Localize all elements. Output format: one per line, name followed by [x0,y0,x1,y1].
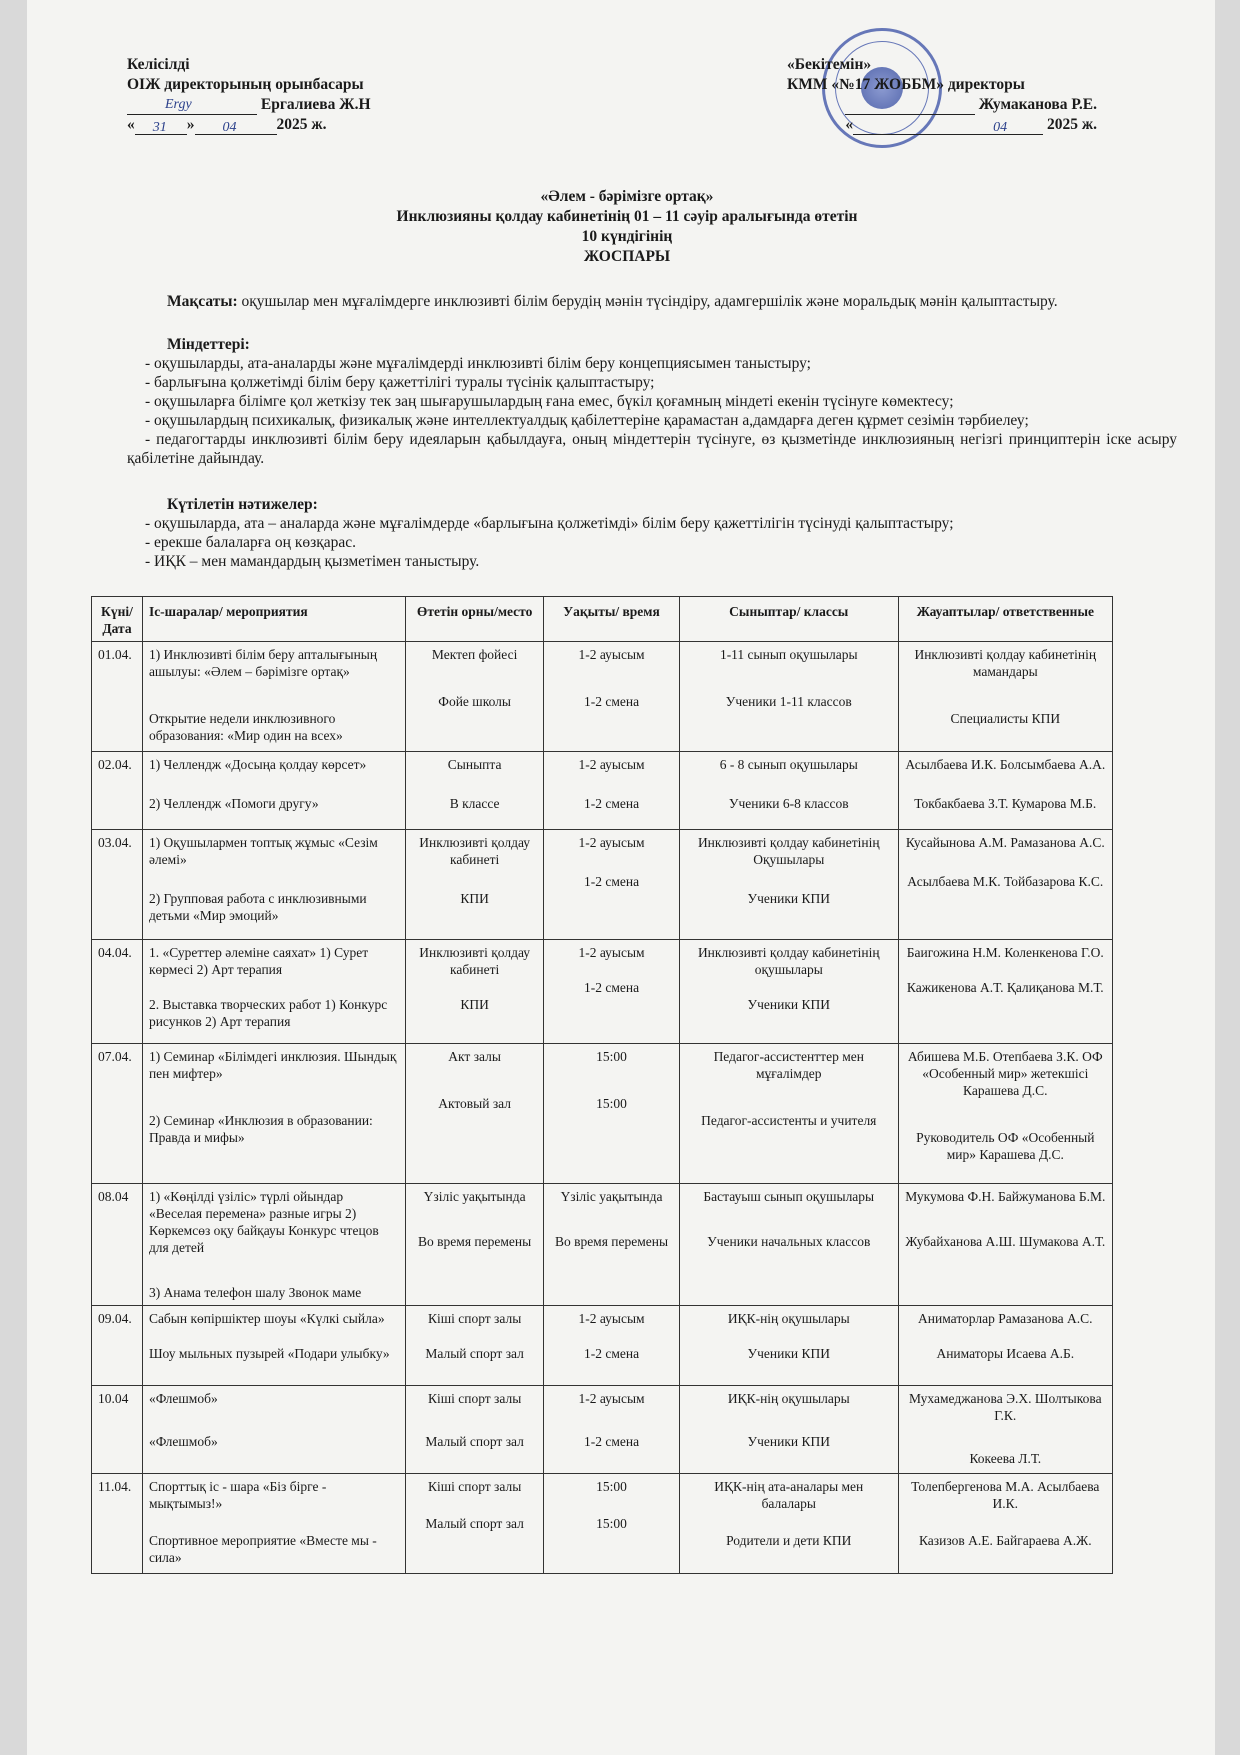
place-cell-text: Кіші спорт залы [427,1391,522,1406]
header-date: Күні/ Дата [92,597,143,642]
task-item: - педагогтарды инклюзивті білім беру идеяларын қабылдауға, оның міндеттерін түсінуге, өз қызметінде инклюзияның негізгі принциптерін іске асыру қабілетіне дайындау. [127,431,1177,467]
responsible-cell [898,1306,1112,1386]
place-cell-text: Сыныпта [447,757,502,772]
class-cell [679,752,898,830]
title-line-1: «Әлем - бәрімізге ортақ» [540,188,714,205]
task-item: - оқушыларға білімге қол жеткізу тек заң шығарушылардың ғана емес, бүкіл қоғамның міндеті екенін түсінуге көмектесу; [145,393,954,410]
place-cell-text: КПИ [460,997,489,1012]
class-cell-text: ИҚК-нің ата-аналары мен балалары [714,1479,864,1511]
date-cell-text: 03.04. [98,835,132,850]
event-cell-text: 1. «Суреттер әлеміне саяхат» 1) Сурет көрмесі 2) Арт терапия [148,945,369,977]
responsible-cell-text: Мукумова Ф.Н. Байжуманова Б.М. [905,1189,1106,1204]
director-date: « 04 2025 ж. [787,115,1097,135]
class-cell [679,642,898,752]
director-title: КММ «№17 ЖОББМ» директоры [787,76,1025,93]
responsible-cell-text: Аниматорлар Рамазанова А.С. [918,1311,1093,1326]
event-cell-text: 2) Семинар «Инклюзия в образовании: Правда и мифы» [148,1113,373,1145]
class-cell-text: Педагог-ассистенттер мен мұғалімдер [713,1049,864,1081]
date-cell-text: 04.04. [98,945,132,960]
class-cell-text: Ученики 6-8 классов [728,796,849,811]
class-cell [679,1044,898,1184]
time-cell-text: 1-2 ауысым [578,647,645,662]
table-header-row [92,597,1113,642]
event-cell [142,1306,405,1386]
place-cell-text: Кіші спорт залы [427,1311,522,1326]
header-class: Сыныптар/ классы [679,597,898,642]
time-cell-text: 1-2 смена [583,796,640,811]
responsible-cell-text: Толепбергенова М.А. Асылбаева И.К. [911,1479,1100,1511]
class-cell [679,1386,898,1474]
time-cell [544,1386,680,1474]
class-cell-text: 1-11 сынып оқушылары [719,647,858,662]
place-cell-text: Кіші спорт залы [427,1479,522,1494]
time-cell-text: 15:00 [596,1479,627,1494]
director-date-year: 2025 ж. [1047,116,1097,133]
deputy-name: Ергалиева Ж.Н [260,96,371,113]
date-cell [92,752,143,830]
director-name: Жумаканова Р.Е. [978,96,1097,113]
event-cell-text: Шоу мыльных пузырей «Подари улыбку» [148,1346,390,1361]
date-cell-text: 07.04. [98,1049,132,1064]
place-cell [406,752,544,830]
time-cell-text: Үзіліс уақытында [560,1189,663,1204]
date-cell [92,1474,143,1574]
date-cell [92,1184,143,1306]
date-cell-text: 09.04. [98,1311,132,1326]
time-cell-text: 1-2 ауысым [578,835,645,850]
place-cell-text: Инклюзивті қолдау кабинеті [419,835,531,867]
class-cell [679,1474,898,1574]
responsible-cell-text: Инклюзивті қолдау кабинетінің мамандары [914,647,1097,679]
table-row [92,1306,1113,1386]
event-cell [142,642,405,752]
responsible-cell-text: Абишева М.Б. Отепбаева З.К. ОФ «Особенный мир» жетекшісі Карашева Д.С. [907,1049,1103,1098]
time-cell [544,1184,680,1306]
class-cell-text: Родители и дети КПИ [726,1533,852,1548]
date-cell [92,940,143,1044]
responsible-cell-text: Кокеева Л.Т. [969,1451,1042,1466]
event-cell-text: «Флешмоб» [148,1391,218,1406]
header-time: Уақыты/ время [544,597,680,642]
class-cell-text: Инклюзивті қолдау кабинетінің оқушылары [697,945,880,977]
place-cell-text: Во время перемены [418,1234,532,1249]
plan-table [91,596,1113,1574]
responsible-cell-text: Асылбаева И.К. Болсымбаева А.А. [905,757,1106,772]
title-line-4: ЖОСПАРЫ [583,248,671,265]
responsible-cell [898,830,1112,940]
responsible-cell-text: Руководитель ОФ «Особенный мир» Карашева Д.С. [916,1130,1095,1162]
responsible-cell-text: Жубайханова А.Ш. Шумакова А.Т. [905,1234,1106,1249]
event-cell [142,1474,405,1574]
place-cell [406,940,544,1044]
event-cell-text: Сабын көпіршіктер шоуы «Күлкі сыйла» [148,1311,385,1326]
time-cell-text: 1-2 смена [583,694,640,709]
class-cell-text: Ученики начальных классов [707,1234,871,1249]
goal-paragraph [127,292,1177,311]
class-cell-text: Ученики 1-11 классов [725,694,852,709]
table-row [92,642,1113,752]
tasks-section [127,335,1177,468]
responsible-cell [898,940,1112,1044]
time-cell [544,752,680,830]
date-cell-text: 01.04. [98,647,132,662]
responsible-cell-text: Баигожина Н.М. Коленкенова Г.О. [906,945,1104,960]
event-cell [142,940,405,1044]
class-cell-text: Инклюзивті қолдау кабинетінің Оқушылары [697,835,880,867]
place-cell-text: Үзіліс уақытында [423,1189,526,1204]
director-signature-underline [845,101,975,115]
result-item: - оқушыларда, ата – аналарда және мұғалімдерде «барлығына қолжетімді» білім беру қажеттілігін түсінуді қалыптастыру; [145,515,954,532]
time-cell-text: 1-2 смена [583,980,640,995]
event-cell-text: Спортивное мероприятие «Вместе мы - сила» [148,1533,377,1565]
responsible-cell [898,1474,1112,1574]
responsible-cell-text: Токбакбаева З.Т. Кумарова М.Б. [914,796,1097,811]
responsible-cell-text: Аниматоры Исаева А.Б. [936,1346,1075,1361]
event-cell-text: 1) Оқушылармен топтық жұмыс «Сезім әлемі» [148,835,378,867]
deputy-signature: Ergy [165,97,192,112]
place-cell [406,1184,544,1306]
place-cell [406,1474,544,1574]
responsible-cell [898,1184,1112,1306]
header-place: Өтетін орны/место [406,597,544,642]
event-cell-text: 2) Групповая работа с инклюзивными детьми «Мир эмоций» [148,891,367,923]
deputy-date-year: 2025 ж. [276,116,327,133]
date-cell [92,1306,143,1386]
place-cell-text: Актовый зал [438,1096,512,1111]
date-cell-text: 02.04. [98,757,132,772]
table-row [92,1386,1113,1474]
event-cell [142,830,405,940]
event-cell-text: 2. Выставка творческих работ 1) Конкурс рисунков 2) Арт терапия [148,997,388,1029]
class-cell-text: 6 - 8 сынып оқушылары [719,757,858,772]
responsible-cell [898,752,1112,830]
result-item: - ИҚК – мен мамандардың қызметімен таныстыру. [145,553,480,570]
time-cell-text: 1-2 смена [583,874,640,889]
time-cell-text: 15:00 [596,1049,627,1064]
event-cell [142,1184,405,1306]
class-cell [679,830,898,940]
responsible-cell-text: Кажикенова А.Т. Қалиқанова М.Т. [906,980,1104,995]
place-cell-text: Инклюзивті қолдау кабинеті [419,945,531,977]
tasks-label: Міндеттері: [167,336,250,353]
task-item: - барлығына қолжетімді білім беру қажеттілігі туралы түсінік қалыптастыру; [145,374,655,391]
time-cell-text: 1-2 смена [583,1434,640,1449]
date-cell-text: 10.04 [98,1391,129,1406]
table-row [92,830,1113,940]
time-cell-text: 1-2 ауысым [578,945,645,960]
place-cell-text: КПИ [460,891,489,906]
table-row [92,1044,1113,1184]
event-cell-text: 1) «Көңілді үзіліс» түрлі ойындар «Веселая перемена» разные игры 2) Көркемсөз оқу байқауы Конкурс чтецов для детей [148,1189,379,1255]
table-row [92,940,1113,1044]
event-cell-text: Открытие недели инклюзивного образования: «Мир один на всех» [148,711,343,743]
time-cell-text: 1-2 ауысым [578,1311,645,1326]
responsible-cell-text: Казизов А.Е. Байгараева А.Ж. [918,1533,1092,1548]
table-row [92,1474,1113,1574]
results-label: Күтілетін нәтижелер: [167,496,318,513]
document-title [127,187,1127,267]
class-cell-text: Ученики КПИ [747,1434,830,1449]
task-item: - оқушылардың психикалық, физикалық және интеллектуалдық қабілеттеріне қарамастан а,дамдарға деген құрмет сезімін тәрбиелеу; [145,412,1029,429]
responsible-cell [898,1044,1112,1184]
event-cell [142,752,405,830]
date-cell [92,642,143,752]
agreed-block [127,55,447,135]
time-cell [544,1474,680,1574]
place-cell-text: Малый спорт зал [425,1346,524,1361]
approved-label: «Бекітемін» [787,56,872,73]
agreed-label: Келісілді [127,56,190,73]
table-row [92,752,1113,830]
header-responsible: Жауаптылар/ ответственные [898,597,1112,642]
header-event: Іс-шаралар/ мероприятия [142,597,405,642]
responsible-cell-text: Мухамеджанова Э.Х. Шолтыкова Г.К. [909,1391,1102,1423]
signature-underline [127,97,257,115]
goal-label: Мақсаты: [167,293,238,310]
time-cell-text: Во время перемены [554,1234,669,1249]
date-cell-text: 11.04. [98,1479,132,1494]
deputy-signature-line [127,95,447,115]
goal-text: оқушылар мен мұғалімдерге инклюзивті білім берудің мәнін түсіндіру, адамгершілік және моральдық мәнін қалыптастыру. [237,293,1058,310]
place-cell-text: В классе [449,796,500,811]
class-cell-text: Ученики КПИ [747,1346,830,1361]
task-item: - оқушыларды, ата-аналарды және мұғалімдерді инклюзивті білім беру концепциясымен таныстыру; [145,355,811,372]
place-cell [406,1306,544,1386]
place-cell [406,1044,544,1184]
class-cell-text: Бастауыш сынып оқушылары [703,1189,875,1204]
place-cell-text: Мектеп фойесі [431,647,518,662]
class-cell [679,940,898,1044]
time-cell-text: 1-2 ауысым [578,757,645,772]
event-cell-text: 2) Челлендж «Помоги другу» [148,796,319,811]
deputy-date-day: 31 [152,120,167,135]
approved-block [787,55,1097,135]
place-cell-text: Акт залы [448,1049,501,1064]
place-cell-text: Малый спорт зал [425,1516,524,1531]
time-cell-text: 15:00 [596,1096,627,1111]
event-cell-text: «Флешмоб» [148,1434,218,1449]
responsible-cell [898,642,1112,752]
time-cell [544,830,680,940]
date-cell [92,1044,143,1184]
result-item: - ерекше балаларға оң көзқарас. [145,534,357,551]
class-cell-text: Педагог-ассистенты и учителя [701,1113,877,1128]
document-page [27,0,1215,1755]
director-date-month: 04 [993,120,1008,135]
time-cell [544,642,680,752]
deputy-date-month: 04 [222,120,237,135]
class-cell-text: Ученики КПИ [747,997,830,1012]
place-cell-text: Фойе школы [438,694,511,709]
date-cell-text: 08.04 [98,1189,129,1204]
table-row [92,1184,1113,1306]
event-cell-text: 1) Челлендж «Досыңа қолдау көрсет» [148,757,367,772]
event-cell-text: 3) Анама телефон шалу Звонок маме [148,1285,362,1300]
deputy-title: ОІЖ директорының орынбасары [127,76,364,93]
deputy-date: « 31 » 04 2025 ж. [127,115,447,135]
responsible-cell [898,1386,1112,1474]
title-line-2: Инклюзияны қолдау кабинетінің 01 – 11 сәуір аралығында өтетін [396,208,858,225]
place-cell [406,830,544,940]
class-cell-text: ИҚК-нің оқушылары [727,1311,850,1326]
event-cell-text: Спорттық іс - шара «Біз бірге - мықтымыз!» [148,1479,327,1511]
class-cell [679,1184,898,1306]
time-cell-text: 1-2 ауысым [578,1391,645,1406]
responsible-cell-text: Асылбаева М.К. Тойбазарова К.С. [907,874,1104,889]
director-signature-line [787,95,1097,115]
date-cell [92,1386,143,1474]
time-cell [544,1044,680,1184]
time-cell [544,1306,680,1386]
title-line-3: 10 күндігінің [581,228,673,245]
class-cell [679,1306,898,1386]
class-cell-text: Ученики КПИ [747,891,830,906]
event-cell-text: 1) Семинар «Білімдегі инклюзия. Шындық пен мифтер» [148,1049,397,1081]
responsible-cell-text: Специалисты КПИ [950,711,1061,726]
event-cell-text: 1) Инклюзивті білім беру апталығының ашылуы: «Әлем – бәрімізге ортақ» [148,647,378,679]
class-cell-text: ИҚК-нің оқушылары [727,1391,850,1406]
time-cell-text: 1-2 смена [583,1346,640,1361]
time-cell-text: 15:00 [596,1516,627,1531]
place-cell-text: Малый спорт зал [425,1434,524,1449]
time-cell [544,940,680,1044]
place-cell [406,642,544,752]
event-cell [142,1044,405,1184]
results-section [127,495,1177,571]
place-cell [406,1386,544,1474]
event-cell [142,1386,405,1474]
date-cell [92,830,143,940]
responsible-cell-text: Кусайынова А.М. Рамазанова А.С. [905,835,1105,850]
